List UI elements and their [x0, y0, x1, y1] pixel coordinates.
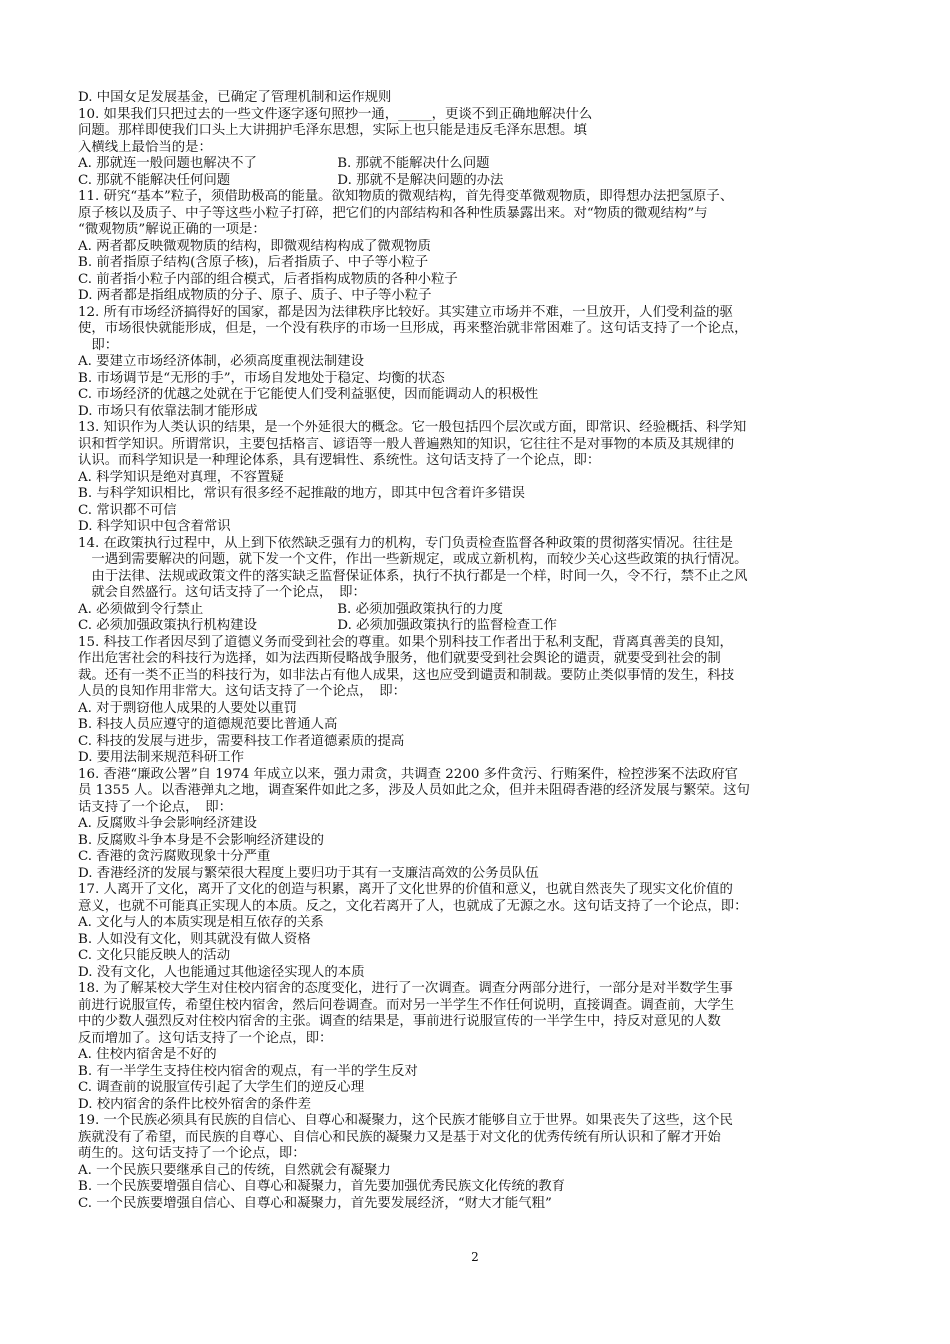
text-line: 19. 一个民族必须具有民族的自信心、自尊心和凝聚力，这个民族才能够自立于世界。如果丧失了这些，这个民: [78, 1113, 733, 1128]
text-line: D. 香港经济的发展与繁荣很大程度上要归功于其有一支廉洁高效的公务员队伍: [78, 865, 539, 881]
document-body: [78, 90, 888, 1212]
text-line: 族就没有了希望，而民族的自尊心、自信心和民族的凝聚力又是基于对文化的优秀传统有所认识和了解才开始: [78, 1129, 721, 1145]
text-line: C. 必须加强政策执行机构建设 D. 必须加强政策执行的监督检查工作: [78, 618, 557, 633]
text-line: C. 一个民族要增强自信心、自尊心和凝聚力，首先要发展经济，“财大才能气粗”: [78, 1195, 552, 1211]
text-line: 一遇到需要解决的问题，就下发一个文件，作出一些新规定，或成立新机构，而较少关心这些政策的执行情况。: [78, 552, 748, 567]
text-line: A. 对于剽窃他人成果的人要处以重罚: [78, 700, 298, 716]
text-line: 前进行说服宣传，希望住校内宿舍，然后问卷调查。而对另一半学生不作任何说明，直接调查。调查前，大学生: [78, 997, 735, 1013]
text-line: C. 常识都不可信: [78, 502, 177, 518]
text-line: D. 科学知识中包含着常识: [78, 519, 231, 534]
text-line: 即：: [78, 337, 119, 353]
text-line: D. 中国女足发展基金，已确定了管理机制和运作规则: [78, 90, 392, 105]
text-line: 18. 为了解某校大学生对住校内宿舍的态度变化，进行了一次调查。调查分两部分进行，一部分是对半数学生事: [78, 981, 733, 996]
text-line: 人员的良知作用非常大。这句话支持了一个论点， 即：: [78, 684, 407, 699]
text-line: C. 香港的贪污腐败现象十分严重: [78, 849, 271, 864]
text-line: 12. 所有市场经济搞得好的国家，都是因为法律秩序比较好。其实建立市场并不难，一旦放开，人们受利益的驱: [78, 304, 733, 320]
text-line: A. 要建立市场经济体制，必须高度重视法制建设: [78, 354, 364, 369]
text-line: C. 调查前的说服宣传引起了大学生们的逆反心理: [78, 1080, 365, 1095]
text-line: C. 那就不能解决任何问题 D. 那就不是解决问题的办法: [78, 172, 504, 188]
text-line: D. 市场只有依靠法制才能形成: [78, 403, 258, 419]
text-line: 11. 研究“基本”粒子，须借助极高的能量。欲知物质的微观结构，首先得变革微观物质，即得想办法把氢原子、: [78, 189, 734, 204]
text-line: 14. 在政策执行过程中，从上到下依然缺乏强有力的机构，专门负责检查监督各种政策的贯彻落实情况。往往是: [78, 535, 733, 551]
text-line: B. 人如没有文化，则其就没有做人资格: [78, 931, 311, 947]
text-line: B. 一个民族要增强自信心、自尊心和凝聚力，首先要加强优秀民族文化传统的教育: [78, 1179, 566, 1194]
text-line: 17. 人离开了文化，离开了文化的创造与积累，离开了文化世界的价值和意义，也就自然丧失了现实文化价值的: [78, 882, 733, 897]
text-line: C. 前者指小粒子内部的组合模式，后者指构成物质的各种小粒子: [78, 271, 458, 287]
text-line: A. 两者都反映微观物质的结构，即微观结构构成了微观物质: [78, 238, 431, 254]
text-line: 作出危害社会的科技行为选择，如为法西斯侵略战争服务，他们就要受到社会舆论的谴责，就要受到社会的制: [78, 651, 721, 666]
text-line: 识和哲学知识。所谓常识，主要包括格言、谚语等一般人普遍熟知的知识，它往往不是对事物的本质及其规律的: [78, 436, 735, 452]
page-number: 2: [471, 1250, 479, 1264]
text-line: A. 反腐败斗争会影响经济建设: [78, 816, 257, 831]
text-line: 中的少数人强烈反对住校内宿舍的主张。调查的结果是，事前进行说服宣传的一半学生中，持反对意见的人数: [78, 1014, 721, 1029]
text-line: C. 市场经济的优越之处就在于它能使人们受利益驱使，因而能调动人的积极性: [78, 387, 539, 402]
text-line: “微观物质”解说正确的一项是：: [78, 222, 266, 237]
text-line: 裁。还有一类不正当的科技行为，如非法占有他人成果，这也应受到谴责和制裁。要防止类似事情的发生，科技: [78, 667, 735, 683]
text-line: A. 必须做到令行禁止 B. 必须加强政策执行的力度: [78, 601, 503, 617]
text-line: 16. 香港“廉政公署”自 1974 年成立以来，强力肃贪，共调查 2200 多件贪污、行贿案件，检控涉案不法政府官: [78, 766, 739, 782]
text-line: 入横线上最恰当的是：: [78, 139, 212, 155]
text-line: 13. 知识作为人类认识的结果，是一个外延很大的概念。它一般包括四个层次或方面，即常识、经验概括、科学知: [78, 420, 747, 435]
text-line: B. 前者指原子结构(含原子核)，后者指质子、中子等小粒子: [78, 255, 429, 270]
text-line: D. 要用法制来规范科研工作: [78, 750, 245, 765]
text-line: A. 一个民族只要继承自己的传统，自然就会有凝聚力: [78, 1162, 391, 1178]
text-line: 意义，也就不可能真正实现人的本质。反之，文化若离开了人，也就成了无源之水。这句话支持了一个论点，即：: [78, 898, 748, 914]
text-line: 话支持了一个论点， 即：: [78, 799, 232, 815]
text-line: 问题。那样即使我们口头上大讲拥护毛泽东思想，实际上也只能是违反毛泽东思想。填: [78, 123, 587, 138]
text-line: A. 那就连一般问题也解决不了 B. 那就不能解决什么问题: [78, 156, 490, 171]
text-line: D. 两者都是指组成物质的分子、原子、质子、中子等小粒子: [78, 288, 432, 303]
text-line: 15. 科技工作者因尽到了道德义务而受到社会的尊重。如果个别科技工作者出于私利支配，背离真善美的良知，: [78, 634, 733, 650]
text-line: 反而增加了。这句话支持了一个论点，即：: [78, 1030, 333, 1046]
text-line: D. 校内宿舍的条件比校外宿舍的条件差: [78, 1096, 312, 1112]
text-line: 10. 如果我们只把过去的一些文件逐字逐句照抄一通，_____，更谈不到正确地解决什么: [78, 106, 593, 122]
text-line: B. 有一半学生支持住校内宿舍的观点，有一半的学生反对: [78, 1063, 418, 1079]
text-line: 认识。而科学知识是一种理论体系，具有逻辑性、系统性。这句话支持了一个论点，即：: [78, 453, 601, 468]
text-line: B. 市场调节是“无形的手”，市场自发地处于稳定、均衡的状态: [78, 370, 445, 386]
text-line: 使，市场很快就能形成，但是，一个没有秩序的市场一旦形成，再来整治就非常困难了。这句话支持了一个论点，: [78, 321, 748, 336]
text-line: 由于法律、法规或政策文件的落实缺乏监督保证体系，执行不执行都是一个样，时间一久，令不行，禁不止之风: [78, 568, 748, 584]
text-line: A. 文化与人的本质实现是相互依存的关系: [78, 915, 324, 930]
text-line: C. 文化只能反映人的活动: [78, 948, 231, 963]
text-line: A. 住校内宿舍是不好的: [78, 1047, 217, 1062]
text-line: B. 与科学知识相比，常识有很多经不起推敲的地方，即其中包含着许多错误: [78, 486, 525, 501]
text-line: B. 科技人员应遵守的道德规范要比普通人高: [78, 717, 338, 732]
text-line: 萌生的。这句话支持了一个论点，即：: [78, 1146, 306, 1161]
text-line: A. 科学知识是绝对真理，不容置疑: [78, 469, 284, 485]
text-line: 就会自然盛行。这句话支持了一个论点， 即：: [78, 585, 366, 600]
text-line: D. 没有文化，人也能通过其他途径实现人的本质: [78, 964, 365, 980]
text-line: C. 科技的发展与进步，需要科技工作者道德素质的提高: [78, 733, 405, 749]
text-line: 员 1355 人。以香港弹丸之地，调查案件如此之多，涉及人员如此之众，但并未阻碍香港的经济发展与繁荣。这句: [78, 783, 750, 798]
text-line: B. 反腐败斗争本身是不会影响经济建设的: [78, 832, 324, 848]
text-line: 原子核以及质子、中子等这些小粒子打碎，把它们的内部结构和各种性质暴露出来。对“物质的微观结构”与: [78, 205, 708, 221]
